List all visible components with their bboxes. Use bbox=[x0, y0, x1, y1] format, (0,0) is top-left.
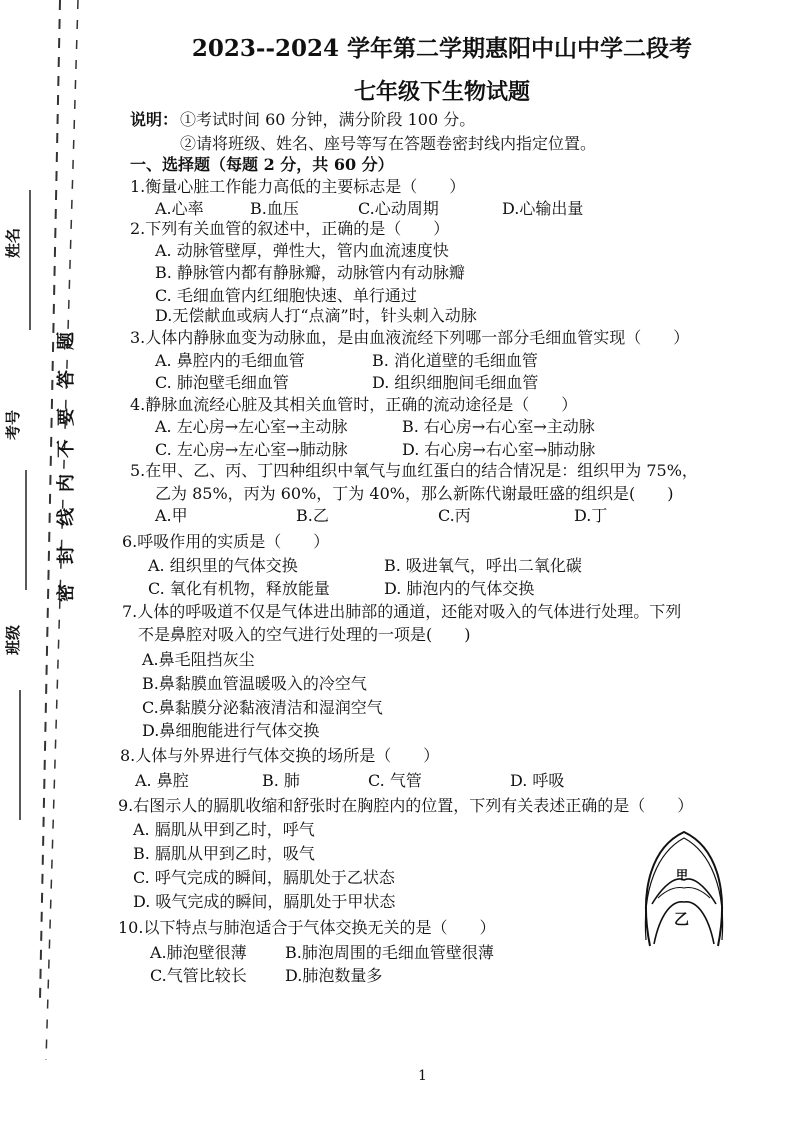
q5-stem-line-2: 乙为 85%，丙为 60%，丁为 40%，那么新陈代谢最旺盛的组织是( ) bbox=[155, 484, 674, 503]
q5-option-d: D.丁 bbox=[574, 506, 608, 525]
q4-option-a: A. 左心房→左心室→主动脉 bbox=[155, 417, 348, 436]
binding-dashes bbox=[0, 0, 120, 1132]
q6-option-b: B. 吸进氧气，呼出二氧化碳 bbox=[384, 556, 582, 575]
figure-label-lower: 乙 bbox=[674, 910, 690, 928]
q8-option-c: C. 气管 bbox=[368, 771, 422, 790]
instructions-label: 说明： bbox=[130, 110, 179, 129]
q1-stem: 1.衡量心脏工作能力高低的主要标志是（ ） bbox=[130, 177, 466, 196]
seal-char: 答 bbox=[56, 370, 77, 388]
q8-stem: 8.人体与外界进行气体交换的场所是（ ） bbox=[120, 746, 440, 765]
q5-option-a: A.甲 bbox=[155, 506, 188, 525]
q2-option-d: D.无偿献血或病人打“点滴”时，针头刺入动脉 bbox=[155, 306, 477, 325]
q3-option-a: A. 鼻腔内的毛细血管 bbox=[155, 351, 305, 370]
q1-option-d: D.心输出量 bbox=[502, 199, 584, 218]
name-field-label: 姓名 bbox=[4, 227, 22, 258]
q4-option-b: B. 右心房→右心室→主动脉 bbox=[402, 417, 595, 436]
seal-char: 要 bbox=[56, 408, 77, 426]
q7-option-d: D.鼻细胞能进行气体交换 bbox=[142, 721, 320, 740]
q3-option-d: D. 组织细胞间毛细血管 bbox=[372, 373, 539, 392]
q5-option-c: C.丙 bbox=[438, 506, 471, 525]
q7-stem-line-1: 7.人体的呼吸道不仅是气体进出肺部的通道，还能对吸入的气体进行处理。下列 bbox=[122, 602, 682, 621]
q6-option-c: C. 氧化有机物，释放能量 bbox=[148, 579, 330, 598]
q8-option-b: B. 肺 bbox=[262, 771, 300, 790]
page-number: 1 bbox=[418, 1068, 427, 1084]
figure-label-upper: 甲 bbox=[676, 868, 689, 882]
seal-char: 不 bbox=[56, 440, 77, 458]
q4-option-d: D. 右心房→右心室→肺动脉 bbox=[402, 440, 596, 459]
q9-option-a: A. 膈肌从甲到乙时，呼气 bbox=[133, 820, 315, 839]
diaphragm-figure bbox=[636, 826, 732, 956]
q10-option-c: C.气管比较长 bbox=[150, 966, 247, 985]
q6-option-d: D. 肺泡内的气体交换 bbox=[384, 579, 535, 598]
q2-option-c: C. 毛细血管内红细胞快速、单行通过 bbox=[155, 286, 417, 305]
q1-option-b: B.血压 bbox=[250, 199, 299, 218]
exam-number-label: 考号 bbox=[4, 409, 22, 440]
q7-stem-line-2: 不是鼻腔对吸入的空气进行处理的一项是( ) bbox=[138, 625, 471, 644]
q3-option-b: B. 消化道壁的毛细血管 bbox=[372, 351, 538, 370]
q2-stem: 2.下列有关血管的叙述中，正确的是（ ） bbox=[130, 219, 450, 238]
q6-stem: 6.呼吸作用的实质是（ ） bbox=[122, 532, 330, 551]
seal-char: 封 bbox=[56, 546, 77, 564]
q9-option-d: D. 吸气完成的瞬间，膈肌处于甲状态 bbox=[133, 892, 396, 911]
q2-option-a: A. 动脉管壁厚，弹性大，管内血流速度快 bbox=[155, 241, 449, 260]
binding-margin bbox=[0, 0, 120, 1132]
q9-option-c: C. 呼气完成的瞬间，膈肌处于乙状态 bbox=[133, 868, 395, 887]
q7-option-a: A.鼻毛阻挡灰尘 bbox=[142, 650, 255, 669]
q2-option-b: B. 静脉管内都有静脉瓣，动脉管内有动脉瓣 bbox=[155, 263, 465, 282]
exam-subtitle: 七年级下生物试题 bbox=[353, 79, 530, 105]
instruction-item-2: ②请将班级、姓名、座号等写在答题卷密封线内指定位置。 bbox=[180, 134, 597, 153]
q7-option-c: C.鼻黏膜分泌黏液清洁和湿润空气 bbox=[142, 698, 383, 717]
q4-stem: 4.静脉血流经心脏及其相关血管时，正确的流动途径是（ ） bbox=[130, 395, 578, 414]
q9-option-b: B. 膈肌从甲到乙时，吸气 bbox=[133, 844, 315, 863]
q10-option-d: D.肺泡数量多 bbox=[285, 966, 383, 985]
diaphragm-diagram bbox=[636, 826, 732, 956]
q10-option-a: A.肺泡壁很薄 bbox=[150, 943, 247, 962]
q4-option-c: C. 左心房→左心室→肺动脉 bbox=[155, 440, 348, 459]
section-heading: 一、选择题（每题 2 分，共 60 分） bbox=[130, 155, 394, 174]
exam-title: 2023--2024 学年第二学期惠阳中山中学二段考 bbox=[191, 35, 693, 62]
class-label: 班级 bbox=[4, 624, 22, 655]
seal-char: 内 bbox=[56, 474, 77, 492]
q3-option-c: C. 肺泡壁毛细血管 bbox=[155, 373, 289, 392]
seal-char: 题 bbox=[56, 332, 77, 350]
q10-stem: 10.以下特点与肺泡适合于气体交换无关的是（ ） bbox=[118, 918, 496, 937]
q7-option-b: B.鼻黏膜血管温暖吸入的冷空气 bbox=[142, 674, 367, 693]
q10-option-b: B.肺泡周围的毛细血管壁很薄 bbox=[285, 943, 494, 962]
seal-char: 密 bbox=[56, 584, 77, 602]
q1-option-c: C.心动周期 bbox=[358, 199, 439, 218]
q9-stem: 9.右图示人的膈肌收缩和舒张时在胸腔内的位置，下列有关表述正确的是（ ） bbox=[118, 796, 694, 815]
q5-option-b: B.乙 bbox=[296, 506, 329, 525]
instruction-item-1: ①考试时间 60 分钟，满分阶段 100 分。 bbox=[180, 110, 476, 129]
q5-stem-line-1: 5.在甲、乙、丙、丁四种组织中氧气与血红蛋白的结合情况是：组织甲为 75%， bbox=[130, 461, 698, 480]
q8-option-d: D. 呼吸 bbox=[510, 771, 565, 790]
q8-option-a: A. 鼻腔 bbox=[135, 771, 189, 790]
q3-stem: 3.人体内静脉血变为动脉血，是由血液流经下列哪一部分毛细血管实现（ ） bbox=[130, 328, 690, 347]
q1-option-a: A.心率 bbox=[155, 199, 204, 218]
q6-option-a: A. 组织里的气体交换 bbox=[148, 556, 298, 575]
seal-char: 线 bbox=[56, 508, 77, 526]
